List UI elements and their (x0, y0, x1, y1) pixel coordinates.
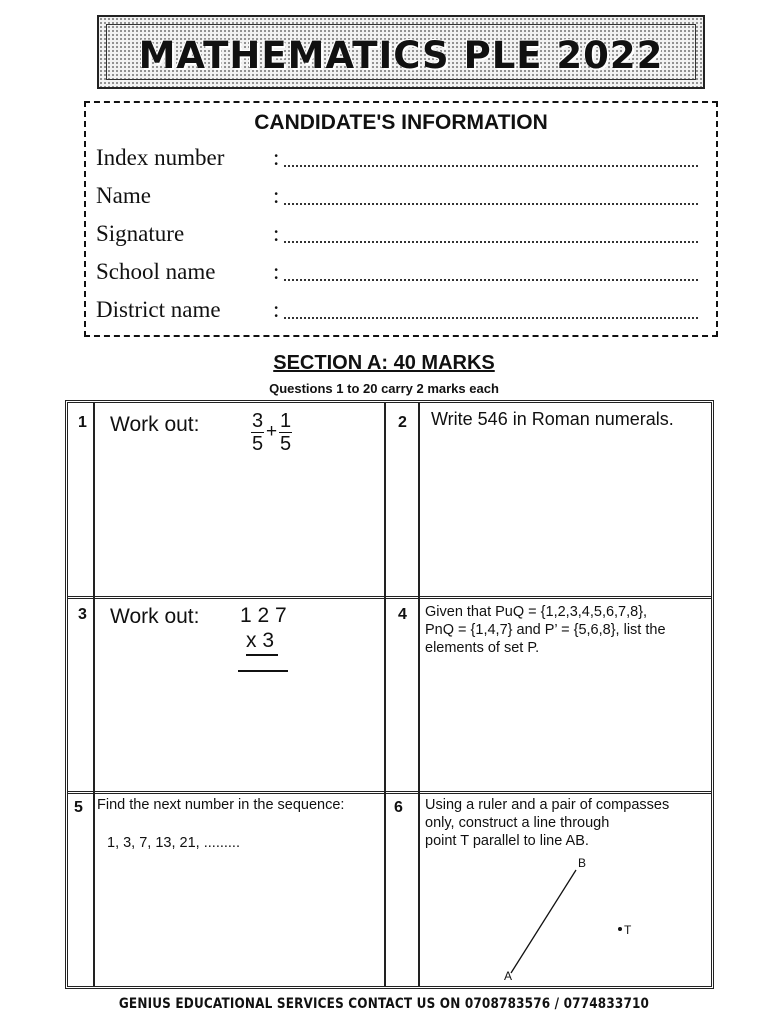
grid-divider (68, 791, 711, 794)
field-colon: : (273, 221, 280, 246)
question-number: 2 (398, 414, 407, 431)
question-4-line-2: PnQ = {1,4,7} and P’ = {5,6,8}, list the (425, 622, 666, 638)
denominator: 5 (280, 433, 292, 455)
answer-line[interactable] (284, 279, 698, 281)
multiplicand: 1 2 7 (240, 604, 287, 627)
answer-space-q3[interactable] (96, 683, 382, 787)
footer-contact: GENIUS EDUCATIONAL SERVICES CONTACT US ON 0708783576 / 0774833710 (118, 996, 650, 1012)
answer-space-q2[interactable] (421, 443, 711, 593)
field-colon: : (273, 259, 280, 284)
question-number: 5 (74, 799, 83, 816)
field-index-number[interactable] (96, 143, 698, 177)
answer-space-q5[interactable] (96, 858, 382, 986)
question-number: 4 (398, 606, 407, 623)
point-t (618, 927, 622, 931)
title-banner (97, 15, 705, 89)
candidate-info-heading: CANDIDATE'S INFORMATION (254, 111, 548, 134)
answer-line[interactable] (284, 203, 698, 205)
field-label: District name (96, 297, 221, 322)
field-district-name[interactable] (96, 295, 698, 329)
section-subtitle: Questions 1 to 20 carry 2 marks each (269, 381, 499, 396)
answer-space-q4[interactable] (421, 665, 711, 787)
question-6-line-2: only, construct a line through (425, 815, 610, 831)
question-3-prompt: Work out: (110, 605, 200, 628)
point-b-label: B (578, 856, 587, 870)
grid-divider (68, 596, 711, 599)
grid-divider (384, 403, 386, 986)
grid-divider (93, 403, 95, 986)
field-colon: : (273, 297, 280, 322)
numerator: 1 (280, 410, 292, 432)
field-colon: : (273, 145, 280, 170)
question-4-line-1: Given that PuQ = {1,2,3,4,5,6,7,8}, (425, 604, 648, 620)
question-1-prompt: Work out: (110, 413, 200, 436)
question-grid (65, 400, 714, 989)
exam-title: MATHEMATICS PLE 2022 (138, 34, 664, 77)
multiplier: x 3 (246, 629, 278, 656)
answer-line[interactable] (284, 165, 698, 167)
section-title: SECTION A: 40 MARKS (273, 352, 495, 374)
candidate-info-box (84, 101, 718, 337)
point-t-label: T (624, 923, 632, 937)
point-a-label: A (504, 969, 513, 983)
field-signature[interactable] (96, 219, 698, 253)
question-number: 1 (78, 414, 87, 431)
question-4-line-3: elements of set P. (425, 640, 540, 656)
sequence: 1, 3, 7, 13, 21, ......... (107, 835, 240, 851)
plus-sign: + (266, 421, 278, 442)
construction-diagram[interactable] (421, 853, 711, 987)
fraction-three-fifths (251, 410, 264, 455)
field-school-name[interactable] (96, 257, 698, 291)
answer-line[interactable] (284, 241, 698, 243)
line-ab (511, 870, 576, 973)
question-number: 3 (78, 606, 87, 623)
fraction-one-fifth (279, 410, 292, 455)
question-number: 6 (394, 799, 403, 816)
numerator: 3 (252, 410, 264, 432)
answer-space-q1[interactable] (96, 463, 382, 593)
field-label: Signature (96, 221, 185, 246)
question-2-prompt: Write 546 in Roman numerals. (431, 409, 674, 429)
answer-underline (238, 670, 288, 672)
grid-divider (418, 403, 420, 986)
field-name[interactable] (96, 181, 698, 215)
field-label: Name (96, 183, 151, 208)
question-6-line-3: point T parallel to line AB. (425, 833, 589, 849)
question-6-line-1: Using a ruler and a pair of compasses (425, 797, 670, 813)
field-label: School name (96, 259, 216, 284)
question-5-prompt: Find the next number in the sequence: (97, 797, 345, 813)
field-colon: : (273, 183, 280, 208)
answer-line[interactable] (284, 317, 698, 319)
field-label: Index number (96, 145, 225, 170)
denominator: 5 (252, 433, 264, 455)
